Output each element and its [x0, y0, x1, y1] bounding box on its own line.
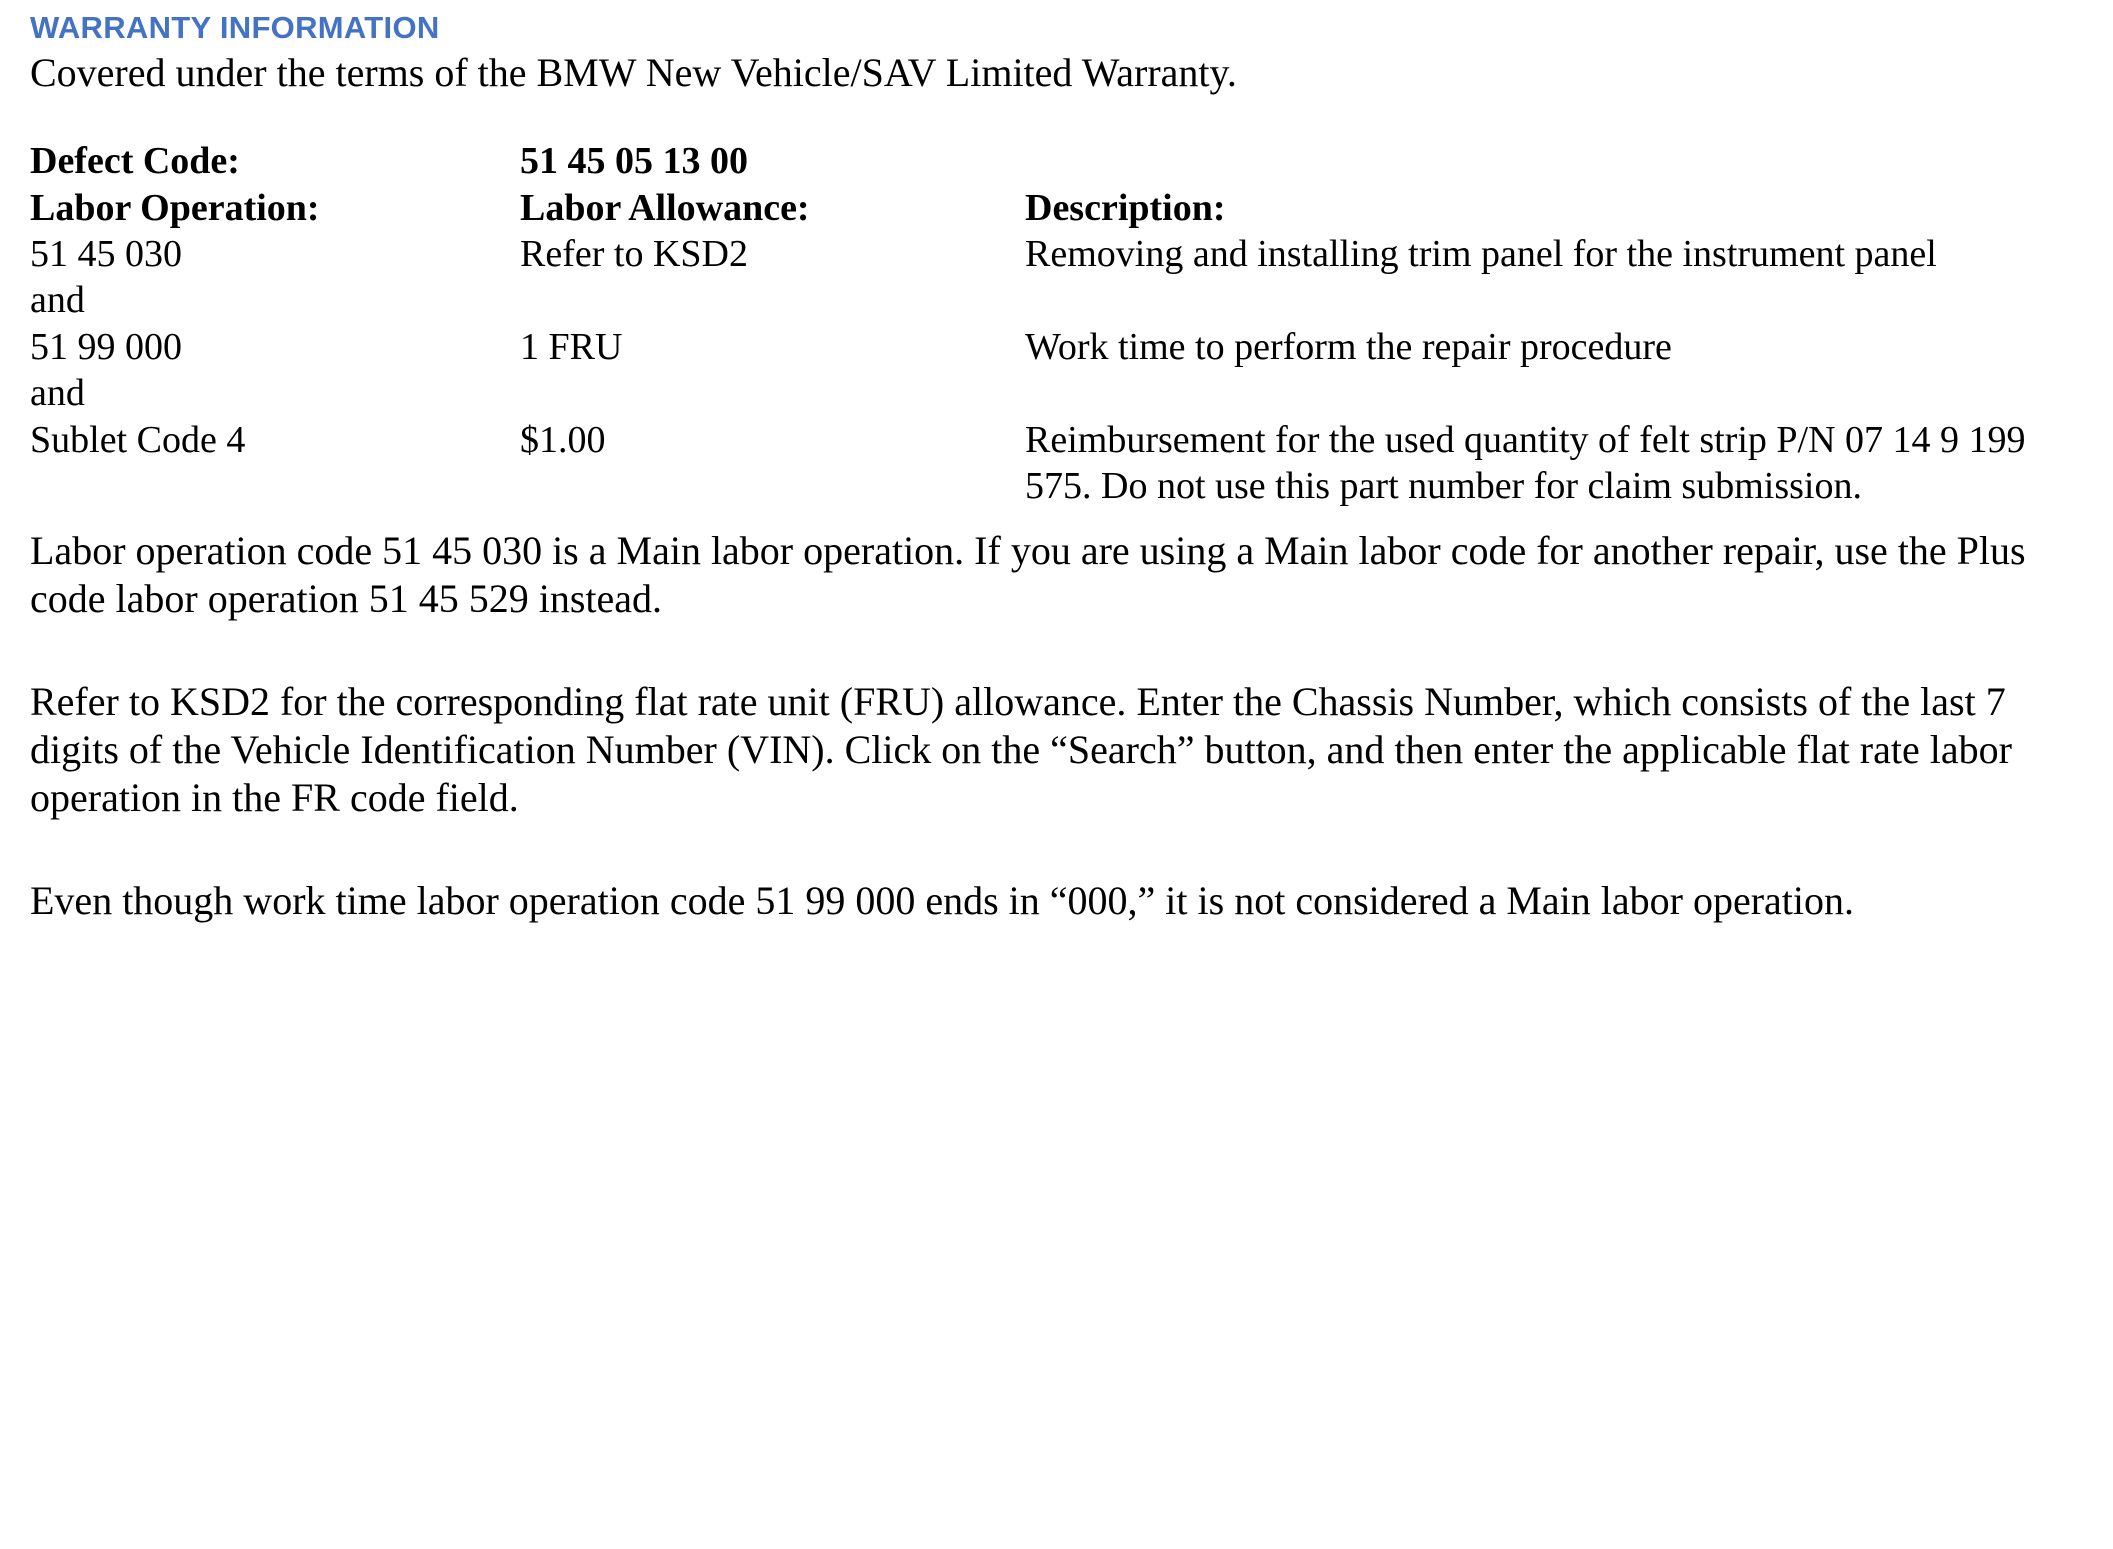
table-row: [30, 324, 2083, 370]
column-header-labor-operation: Labor Operation:: [30, 186, 320, 229]
conjunction-spacer-description: [1025, 370, 2083, 416]
table-row: [30, 231, 2083, 277]
labor-operation-code: 51 45 030: [30, 233, 182, 276]
labor-allowance-value: 1 FRU: [520, 325, 623, 368]
warranty-coverage-statement: Covered under the terms of the BMW New Vehicle/SAV Limited Warranty.: [30, 50, 1237, 95]
note-ksd2-instructions: Refer to KSD2 for the corresponding flat rate unit (FRU) allowance. Enter the Chassis Number, which consists of the last 7 digits of the Vehicle Identification Number (VIN). Click on the “Search” button, and then enter the applicable flat rate labor operation in the FR code field.: [30, 679, 2012, 820]
labor-operation-code: 51 99 000: [30, 325, 182, 368]
note-work-time-labor-operation: Even though work time labor operation code 51 99 000 ends in “000,” it is not considered a Main labor operation.: [30, 878, 1855, 924]
conjunction-and-second: and: [30, 372, 85, 415]
table-row-conjunction: [30, 277, 2083, 323]
column-header-description: Description:: [1025, 186, 1226, 229]
sublet-description: Reimbursement for the used quantity of felt strip P/N 07 14 9 199 575. Do not use this part number for claim submission.: [1025, 418, 2026, 507]
labor-operation-description: Work time to perform the repair procedure: [1025, 325, 1672, 368]
conjunction-spacer-allowance: [520, 370, 1025, 416]
table-row: [30, 417, 2083, 510]
defect-code-label: Defect Code:: [30, 140, 240, 183]
section-heading-warranty-information: WARRANTY INFORMATION: [30, 10, 440, 45]
labor-operation-description: Removing and installing trim panel for the instrument panel: [1025, 233, 1937, 276]
sublet-allowance-value: $1.00: [520, 418, 606, 461]
column-header-labor-allowance: Labor Allowance:: [520, 186, 810, 229]
conjunction-spacer-allowance: [520, 277, 1025, 323]
sublet-code-label: Sublet Code 4: [30, 418, 246, 461]
note-main-labor-operation: Labor operation code 51 45 030 is a Main labor operation. If you are using a Main labor code for another repair, use the Plus code labor operation 51 45 529 instead.: [30, 528, 2026, 621]
conjunction-and-first: and: [30, 279, 85, 322]
labor-operation-table: [30, 138, 2083, 509]
defect-code-spacer: [1025, 138, 2083, 184]
table-row-defect-code: [30, 138, 2083, 184]
table-header-row: [30, 185, 2083, 231]
conjunction-spacer-description: [1025, 277, 2083, 323]
defect-code-value: 51 45 05 13 00: [520, 140, 748, 183]
table-row-conjunction: [30, 370, 2083, 416]
labor-allowance-value: Refer to KSD2: [520, 233, 748, 276]
